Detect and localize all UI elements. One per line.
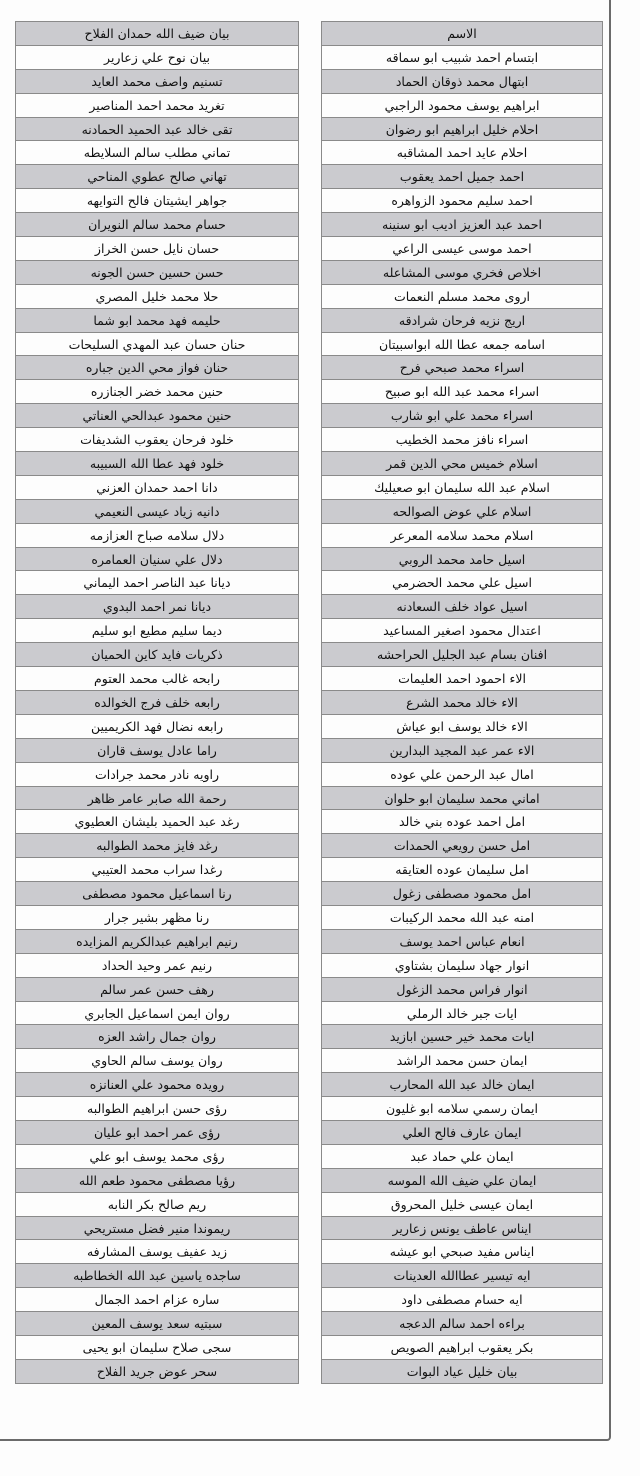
table-column-right [321, 21, 603, 1384]
table-cell: ساجده ياسين عبد الله الخطاطبه [15, 1264, 299, 1288]
table-column-left [15, 21, 299, 1384]
table-cell: ايات محمد خير حسين ابازيد [321, 1025, 603, 1049]
table-cell: تهاني صالح عطوي المناحي [15, 165, 299, 189]
table-cell: احمد جميل احمد يعقوب [321, 165, 603, 189]
table-cell: سجى صلاح سليمان ابو يحيى [15, 1336, 299, 1360]
table-cell: اسامه جمعه عطا الله ابواسبيتان [321, 333, 603, 357]
table-cell: راما عادل يوسف قاران [15, 739, 299, 763]
table-cell: اسراء نافز محمد الخطيب [321, 428, 603, 452]
table-cell: اريج نزيه فرحان شرادقه [321, 309, 603, 333]
table-cell: تغريد محمد احمد المناصير [15, 94, 299, 118]
table-cell: رحمة الله صابر عامر ظاهر [15, 787, 299, 811]
table-cell: اسلام خميس محي الدين قمر [321, 452, 603, 476]
table-cell: ايمان عيسى خليل المحروق [321, 1193, 603, 1217]
table-cell: جواهر ايشيتان فالح التوايهه [15, 189, 299, 213]
table-cell: رغدا سراب محمد العتيبي [15, 858, 299, 882]
table-cell: دانيه زياد عيسى النعيمي [15, 500, 299, 524]
table-cell: حنين محمد خضر الجنازره [15, 380, 299, 404]
table-cell: رؤيا مصطفى محمود طعم الله [15, 1169, 299, 1193]
table-cell: دانا احمد حمدان العزني [15, 476, 299, 500]
table-cell: اسراء محمد صبحي فرح [321, 356, 603, 380]
table-cell: ابتسام احمد شبيب ابو سماقه [321, 46, 603, 70]
table-cell: ابراهيم يوسف محمود الراجبي [321, 94, 603, 118]
table-cell: بكر يعقوب ابراهيم الصويص [321, 1336, 603, 1360]
table-cell: رابحه غالب محمد العتوم [15, 667, 299, 691]
table-cell: اسراء محمد علي ابو شارب [321, 404, 603, 428]
table-cell: اسراء محمد عبد الله ابو صبيح [321, 380, 603, 404]
table-cell: تسنيم واصف محمد العايد [15, 70, 299, 94]
table-cell: ساره عزام احمد الجمال [15, 1288, 299, 1312]
table-cell: رؤى حسن ابراهيم الطوالبه [15, 1097, 299, 1121]
table-cell: اروى محمد مسلم النعمات [321, 285, 603, 309]
table-cell: حنان حسان عبد المهدي السليحات [15, 333, 299, 357]
table-cell: الاء خالد محمد الشرع [321, 691, 603, 715]
table-cell: احمد عبد العزيز اديب ابو سنينه [321, 213, 603, 237]
table-cell: ايمان عارف فالح العلي [321, 1121, 603, 1145]
table-cell: بيان خليل عياد البوات [321, 1360, 603, 1384]
column-header: الاسم [321, 22, 603, 46]
table-cell: ايات جبر خالد الرملي [321, 1002, 603, 1026]
table-cell: ريموندا منير فضل مستريحي [15, 1217, 299, 1241]
table-cell: حسام محمد سالم النويران [15, 213, 299, 237]
table-cell: ايه تيسير عطاالله العدينات [321, 1264, 603, 1288]
table-cell: راويه نادر محمد جرادات [15, 763, 299, 787]
table-cell: تماني مطلب سالم السلايطه [15, 141, 299, 165]
table-cell: اخلاص فخري موسى المشاعله [321, 261, 603, 285]
table-cell: دلال علي سنيان العمامره [15, 548, 299, 572]
table-cell: ايمان خالد عبد الله المحارب [321, 1073, 603, 1097]
table-cell: سبتيه سعد يوسف المعين [15, 1312, 299, 1336]
table-cell: رنيم عمر وحيد الحداد [15, 954, 299, 978]
table-cell: رغد عبد الحميد بليشان العطيوي [15, 810, 299, 834]
table-cell: حسان نايل حسن الخراز [15, 237, 299, 261]
table-cell: ديانا نمر احمد البدوي [15, 595, 299, 619]
table-cell: اعتدال محمود اصغير المساعيد [321, 619, 603, 643]
table-cell: انوار جهاد سليمان بشتاوي [321, 954, 603, 978]
table-cell: روان ايمن اسماعيل الجابري [15, 1002, 299, 1026]
table-cell: اماني محمد سليمان ابو حلوان [321, 787, 603, 811]
table-cell: بيان ضيف الله حمدان الفلاح [15, 22, 299, 46]
table-cell: ايناس مفيد صبحي ابو عيشه [321, 1240, 603, 1264]
table-cell: روان جمال راشد العزه [15, 1025, 299, 1049]
table-cell: اسيل عواد خلف السعادنه [321, 595, 603, 619]
table-cell: انوار فراس محمد الزغول [321, 978, 603, 1002]
table-cell: حلا محمد خليل المصري [15, 285, 299, 309]
table-cell: رابعه خلف فرج الخوالده [15, 691, 299, 715]
table-cell: خلود فرحان يعقوب الشديفات [15, 428, 299, 452]
table-cell: الاء خالد يوسف ابو عياش [321, 715, 603, 739]
table-cell: ذكريات فايد كاين الحميان [15, 643, 299, 667]
table-cell: ايناس عاطف يونس زعارير [321, 1217, 603, 1241]
table-cell: رغد فايز محمد الطوالبه [15, 834, 299, 858]
table-cell: ديانا عبد الناصر احمد اليماني [15, 571, 299, 595]
table-cell: امنه عبد الله محمد الركيبات [321, 906, 603, 930]
table-cell: رنا مظهر بشير جرار [15, 906, 299, 930]
table-cell: امل احمد عوده بني خالد [321, 810, 603, 834]
table-cell: رؤى محمد يوسف ابو علي [15, 1145, 299, 1169]
table-cell: رنا اسماعيل محمود مصطفى [15, 882, 299, 906]
table-cell: زيد عفيف يوسف المشارفه [15, 1240, 299, 1264]
table-cell: روان يوسف سالم الحاوي [15, 1049, 299, 1073]
table-cell: احلام خليل ابراهيم ابو رضوان [321, 118, 603, 142]
table-cell: ايه حسام مصطفى داود [321, 1288, 603, 1312]
table-cell: حنان فواز محي الدين جباره [15, 356, 299, 380]
table-cell: اسيل علي محمد الحضرمي [321, 571, 603, 595]
table-cell: احمد سليم محمود الزواهره [321, 189, 603, 213]
table-cell: ديما سليم مطيع ابو سليم [15, 619, 299, 643]
table-cell: رابعه نضال فهد الكريميين [15, 715, 299, 739]
table-cell: انعام عباس احمد يوسف [321, 930, 603, 954]
table-cell: افنان بسام عبد الجليل الحراحشه [321, 643, 603, 667]
table-cell: رهف حسن عمر سالم [15, 978, 299, 1002]
table-cell: امل سليمان عوده العتايقه [321, 858, 603, 882]
table-cell: امال عبد الرحمن علي عوده [321, 763, 603, 787]
table-cell: بيان نوح علي زعارير [15, 46, 299, 70]
table-cell: ايمان رسمي سلامه ابو غليون [321, 1097, 603, 1121]
table-cell: اسيل حامد محمد الروبي [321, 548, 603, 572]
table-cell: حليمه فهد محمد ابو شما [15, 309, 299, 333]
table-cell: ريم صالح بكر النابه [15, 1193, 299, 1217]
table-cell: خلود فهد عطا الله السبيبه [15, 452, 299, 476]
table-cell: امل محمود مصطفى زغول [321, 882, 603, 906]
table-cell: ابتهال محمد ذوقان الحماد [321, 70, 603, 94]
table-cell: ايمان علي حماد عبد [321, 1145, 603, 1169]
table-cell: تقى خالد عبد الحميد الحمادنه [15, 118, 299, 142]
table-cell: ايمان علي ضيف الله الموسه [321, 1169, 603, 1193]
table-cell: اسلام عبد الله سليمان ابو صعيليك [321, 476, 603, 500]
table-cell: امل حسن رويعي الحمدات [321, 834, 603, 858]
table-cell: الاء احمود احمد العليمات [321, 667, 603, 691]
table-cell: حنين محمود عبدالحي العناتي [15, 404, 299, 428]
table-cell: الاء عمر عبد المجيد البدارين [321, 739, 603, 763]
table-cell: احلام عايد احمد المشاقبه [321, 141, 603, 165]
table-cell: ايمان حسن محمد الراشد [321, 1049, 603, 1073]
table-cell: اسلام محمد سلامه المعرعر [321, 524, 603, 548]
table-cell: اسلام علي عوض الصوالحه [321, 500, 603, 524]
table-cell: رؤى عمر احمد ابو عليان [15, 1121, 299, 1145]
table-cell: سحر عوض جريد الفلاح [15, 1360, 299, 1384]
table-cell: رنيم ابراهيم عبدالكريم المزايده [15, 930, 299, 954]
table-cell: حسن حسين حسن الجونه [15, 261, 299, 285]
table-cell: دلال سلامه صباح العزازمه [15, 524, 299, 548]
table-cell: احمد موسى عيسى الراعي [321, 237, 603, 261]
table-cell: براءه احمد سالم الدعجه [321, 1312, 603, 1336]
table-cell: رويده محمود علي العنانزه [15, 1073, 299, 1097]
